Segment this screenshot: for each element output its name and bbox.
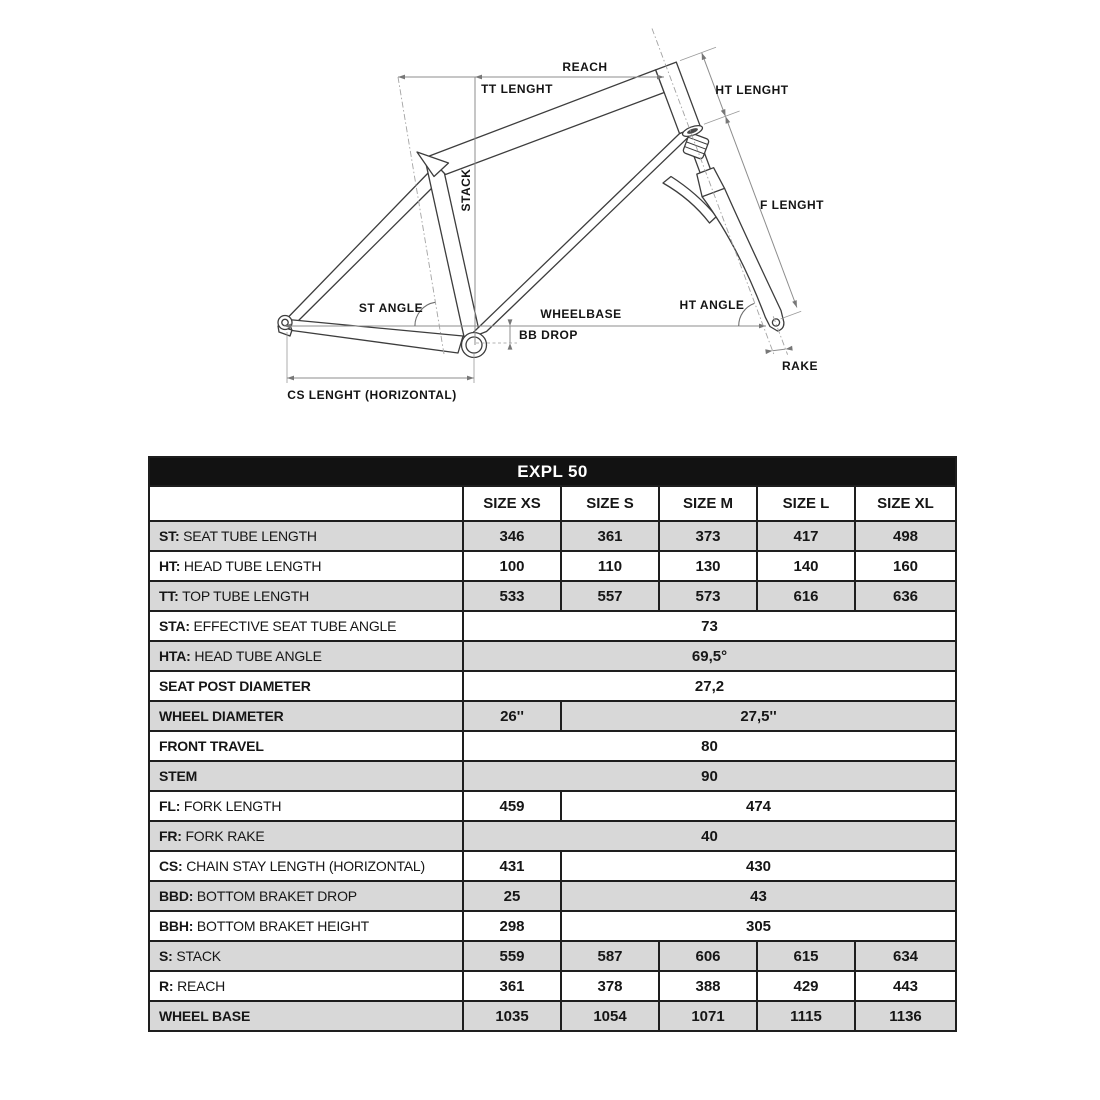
bike-geometry-diagram	[0, 0, 1100, 450]
value-cell: 634	[855, 941, 956, 971]
row-label-rest: SEAT TUBE LENGTH	[183, 528, 317, 544]
row-label	[149, 911, 463, 941]
table-title-row	[149, 457, 956, 486]
value-cell: 140	[757, 551, 855, 581]
value-cell: 160	[855, 551, 956, 581]
table-row	[149, 611, 956, 641]
value-cell: 417	[757, 521, 855, 551]
table-row	[149, 1001, 956, 1031]
value-cell: 73	[463, 611, 956, 641]
st-angle-label: ST ANGLE	[358, 301, 424, 315]
row-label-rest: CHAIN STAY LENGTH (HORIZONTAL)	[186, 858, 425, 874]
ht-bottom-extension	[704, 111, 740, 124]
head-tube	[656, 62, 700, 133]
row-label	[149, 641, 463, 671]
value-cell: 298	[463, 911, 561, 941]
value-cell: 533	[463, 581, 561, 611]
row-label-bold: ST:	[159, 528, 180, 544]
value-cell: 1071	[659, 1001, 757, 1031]
value-cell: 615	[757, 941, 855, 971]
row-label-bold: FL:	[159, 798, 181, 814]
value-cell: 40	[463, 821, 956, 851]
row-label-bold: BBD:	[159, 888, 194, 904]
row-label-rest: FORK RAKE	[185, 828, 265, 844]
row-label	[149, 761, 463, 791]
value-cell: 346	[463, 521, 561, 551]
value-cell: 373	[659, 521, 757, 551]
value-cell: 559	[463, 941, 561, 971]
row-label-bold: STEM	[159, 768, 198, 784]
rake-dimension-line	[773, 349, 786, 351]
row-label	[149, 1001, 463, 1031]
corner-cell	[149, 486, 463, 521]
row-label-bold: HT:	[159, 558, 181, 574]
value-cell: 587	[561, 941, 659, 971]
row-label	[149, 881, 463, 911]
table-row	[149, 881, 956, 911]
f-length-label: F LENGHT	[760, 198, 824, 212]
tt-length-label: TT LENGHT	[481, 82, 553, 96]
value-cell: 429	[757, 971, 855, 1001]
value-cell: 443	[855, 971, 956, 1001]
table-row	[149, 911, 956, 941]
row-label-bold: STA:	[159, 618, 190, 634]
cs-length-label: CS LENGHT (HORIZONTAL)	[287, 388, 457, 402]
row-label	[149, 731, 463, 761]
row-label	[149, 821, 463, 851]
value-cell: 616	[757, 581, 855, 611]
geometry-table-section	[148, 456, 957, 1032]
rake-label: RAKE	[781, 359, 819, 373]
row-label-rest: BOTTOM BRAKET HEIGHT	[196, 918, 369, 934]
value-cell: 431	[463, 851, 561, 881]
reach-label: REACH	[562, 60, 608, 74]
value-cell: 498	[855, 521, 956, 551]
row-label	[149, 611, 463, 641]
row-label	[149, 791, 463, 821]
table-row	[149, 941, 956, 971]
bike-frame	[278, 62, 700, 357]
column-header-size: SIZE XS	[463, 486, 561, 521]
table-row	[149, 701, 956, 731]
rake-left-arrow	[765, 349, 772, 354]
row-label-rest: REACH	[177, 978, 226, 994]
value-cell: 69,5°	[463, 641, 956, 671]
row-label-bold: SEAT POST DIAMETER	[159, 678, 311, 694]
row-label	[149, 851, 463, 881]
table-row	[149, 761, 956, 791]
value-cell: 557	[561, 581, 659, 611]
size-header-row	[149, 486, 956, 521]
row-label-rest: BOTTOM BRAKET DROP	[196, 888, 357, 904]
value-cell: 1054	[561, 1001, 659, 1031]
row-label	[149, 551, 463, 581]
value-cell: 361	[561, 521, 659, 551]
ht-length-label: HT LENGHT	[715, 83, 789, 97]
value-cell: 26''	[463, 701, 561, 731]
value-cell: 305	[561, 911, 956, 941]
value-cell: 80	[463, 731, 956, 761]
table-row	[149, 581, 956, 611]
value-cell: 378	[561, 971, 659, 1001]
value-cell: 474	[561, 791, 956, 821]
wheelbase-label: WHEELBASE	[540, 307, 622, 321]
row-label-bold: R:	[159, 978, 174, 994]
value-cell: 388	[659, 971, 757, 1001]
table-row	[149, 791, 956, 821]
chain-stay	[288, 320, 463, 354]
row-label	[149, 671, 463, 701]
row-label-rest: EFFECTIVE SEAT TUBE ANGLE	[193, 618, 397, 634]
row-label-bold: FR:	[159, 828, 182, 844]
table-row	[149, 551, 956, 581]
value-cell: 27,5''	[561, 701, 956, 731]
seat-tube	[426, 161, 482, 346]
row-label-bold: FRONT TRAVEL	[159, 738, 264, 754]
row-label-bold: WHEEL BASE	[159, 1008, 251, 1024]
value-cell: 430	[561, 851, 956, 881]
value-cell: 100	[463, 551, 561, 581]
frame-drawing-svg	[0, 0, 1100, 450]
row-label	[149, 941, 463, 971]
value-cell: 1035	[463, 1001, 561, 1031]
row-label	[149, 521, 463, 551]
value-cell: 110	[561, 551, 659, 581]
row-label-bold: CS:	[159, 858, 183, 874]
row-label	[149, 581, 463, 611]
reach-start-arrow	[475, 75, 482, 80]
table-row	[149, 731, 956, 761]
ht-bottom-arrow	[726, 116, 731, 123]
value-cell: 130	[659, 551, 757, 581]
value-cell: 459	[463, 791, 561, 821]
table-row	[149, 821, 956, 851]
row-label-rest: STACK	[176, 948, 221, 964]
value-cell: 636	[855, 581, 956, 611]
value-cell: 606	[659, 941, 757, 971]
bottom-bracket-bore	[466, 337, 482, 353]
value-cell: 25	[463, 881, 561, 911]
value-cell: 573	[659, 581, 757, 611]
bb-drop-bottom-arrow	[508, 343, 513, 350]
stack-label: STACK	[459, 168, 473, 212]
rake-right-arrow	[786, 346, 793, 351]
row-label	[149, 971, 463, 1001]
row-label-rest: HEAD TUBE LENGTH	[183, 558, 322, 574]
column-header-size: SIZE M	[659, 486, 757, 521]
row-label-rest: TOP TUBE LENGTH	[182, 588, 309, 604]
value-cell: 1115	[757, 1001, 855, 1031]
column-header-size: SIZE S	[561, 486, 659, 521]
row-label-bold: S:	[159, 948, 173, 964]
rear-axle-hole	[282, 319, 288, 325]
table-row	[149, 521, 956, 551]
row-label-bold: HTA:	[159, 648, 191, 664]
spec-table-body	[149, 457, 956, 1031]
value-cell: 27,2	[463, 671, 956, 701]
value-cell: 1136	[855, 1001, 956, 1031]
row-label-bold: WHEEL DIAMETER	[159, 708, 284, 724]
row-label-rest: FORK LENGTH	[183, 798, 282, 814]
row-label-bold: BBH:	[159, 918, 194, 934]
ht-angle-label: HT ANGLE	[679, 298, 745, 312]
table-title: EXPL 50	[149, 457, 956, 486]
value-cell: 361	[463, 971, 561, 1001]
row-label-rest: HEAD TUBE ANGLE	[194, 648, 322, 664]
value-cell: 43	[561, 881, 956, 911]
column-header-size: SIZE L	[757, 486, 855, 521]
spec-table	[148, 456, 957, 1032]
f-top-arrow	[721, 109, 726, 116]
bb-drop-top-arrow	[508, 319, 513, 326]
ht-top-extension	[680, 47, 716, 60]
row-label	[149, 701, 463, 731]
value-cell: 90	[463, 761, 956, 791]
bb-drop-label: BB DROP	[519, 328, 578, 342]
table-row	[149, 641, 956, 671]
column-header-size: SIZE XL	[855, 486, 956, 521]
table-row	[149, 851, 956, 881]
row-label-bold: TT:	[159, 588, 179, 604]
table-row	[149, 671, 956, 701]
table-row	[149, 971, 956, 1001]
dropout-extension	[781, 311, 802, 319]
